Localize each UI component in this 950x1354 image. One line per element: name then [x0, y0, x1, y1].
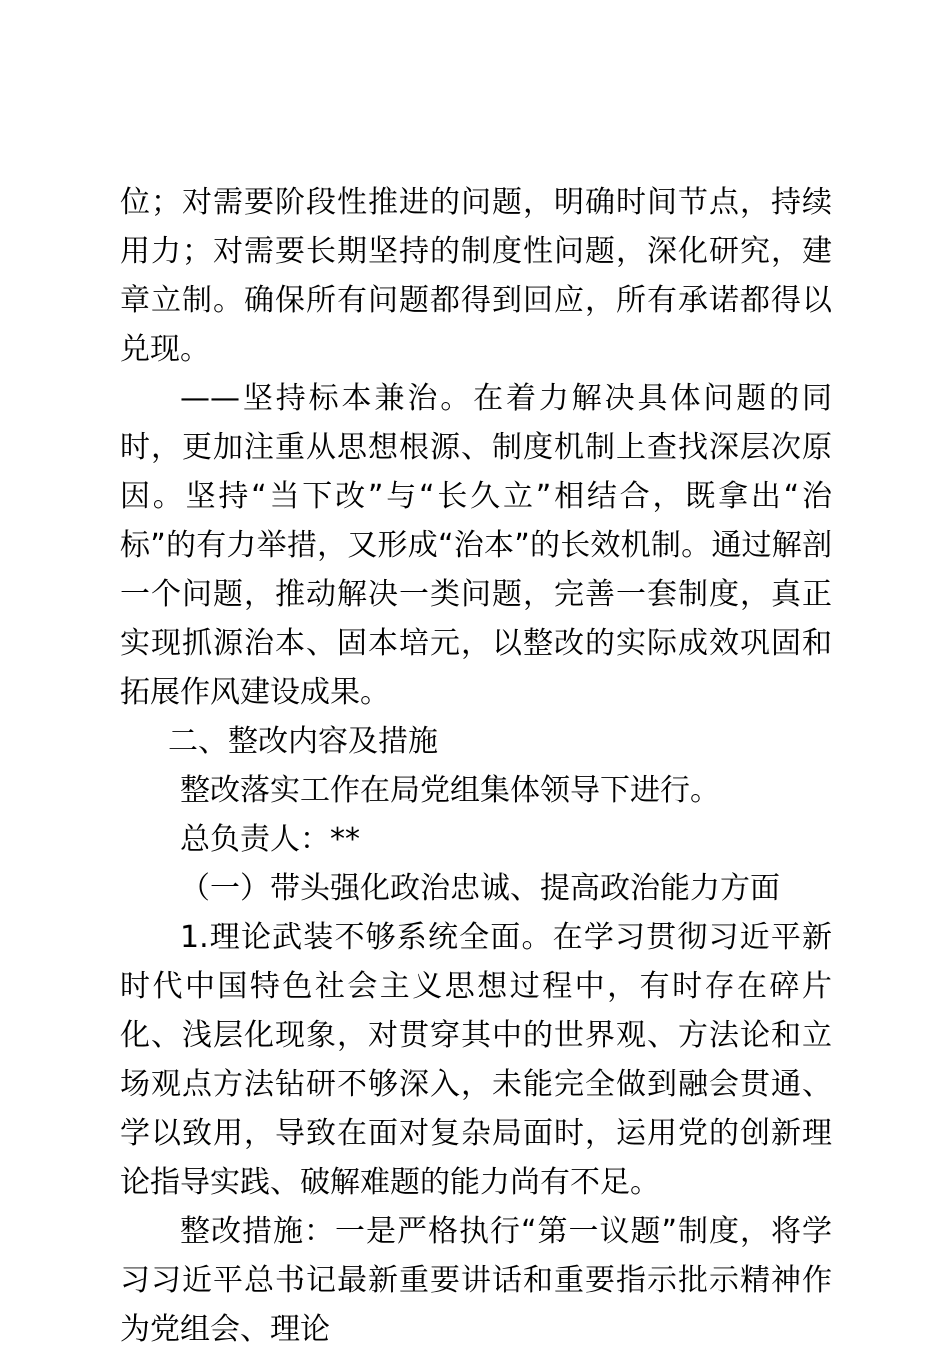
paragraph-leadership-statement: 整改落实工作在局党组集体领导下进行。 — [180, 773, 720, 808]
heading-subsection-one: （一）带头强化政治忠诚、提高政治能力方面 — [180, 871, 780, 906]
document-text-body — [120, 178, 832, 1354]
paragraph-rectification-measures-1: 整改措施：一是严格执行“第一议题”制度，将学习习近平总书记最新重要讲话和重要指示批示精神作为党组会、理论 — [120, 1214, 832, 1347]
paragraph-biaoben-jianzhi: ——坚持标本兼治。在着力解决具体问题的同时，更加注重从思想根源、制度机制上查找深层次原因。坚持“当下改”与“长久立”相结合，既拿出“治标”的有力举措，又形成“治本”的长效机制。通过解剖一个问题，推动解决一类问题，完善一套制度，真正实现抓源治本、固本培元，以整改的实际成效巩固和拓展作风建设成果。 — [120, 381, 832, 710]
heading-section-two: 二、整改内容及措施 — [168, 724, 438, 759]
paragraph-chief-responsible-person: 总负责人：** — [180, 822, 360, 857]
paragraph-continuation-timeline: 位；对需要阶段性推进的问题，明确时间节点，持续用力；对需要长期坚持的制度性问题，深化研究，建章立制。确保所有问题都得到回应，所有承诺都得以兑现。 — [120, 185, 832, 367]
paragraph-problem-item-1: 1.理论武装不够系统全面。在学习贯彻习近平新时代中国特色社会主义思想过程中，有时存在碎片化、浅层化现象，对贯穿其中的世界观、方法论和立场观点方法钻研不够深入，未能完全做到融会贯通、学以致用，导致在面对复杂局面时，运用党的创新理论指导实践、破解难题的能力尚有不足。 — [120, 920, 832, 1200]
